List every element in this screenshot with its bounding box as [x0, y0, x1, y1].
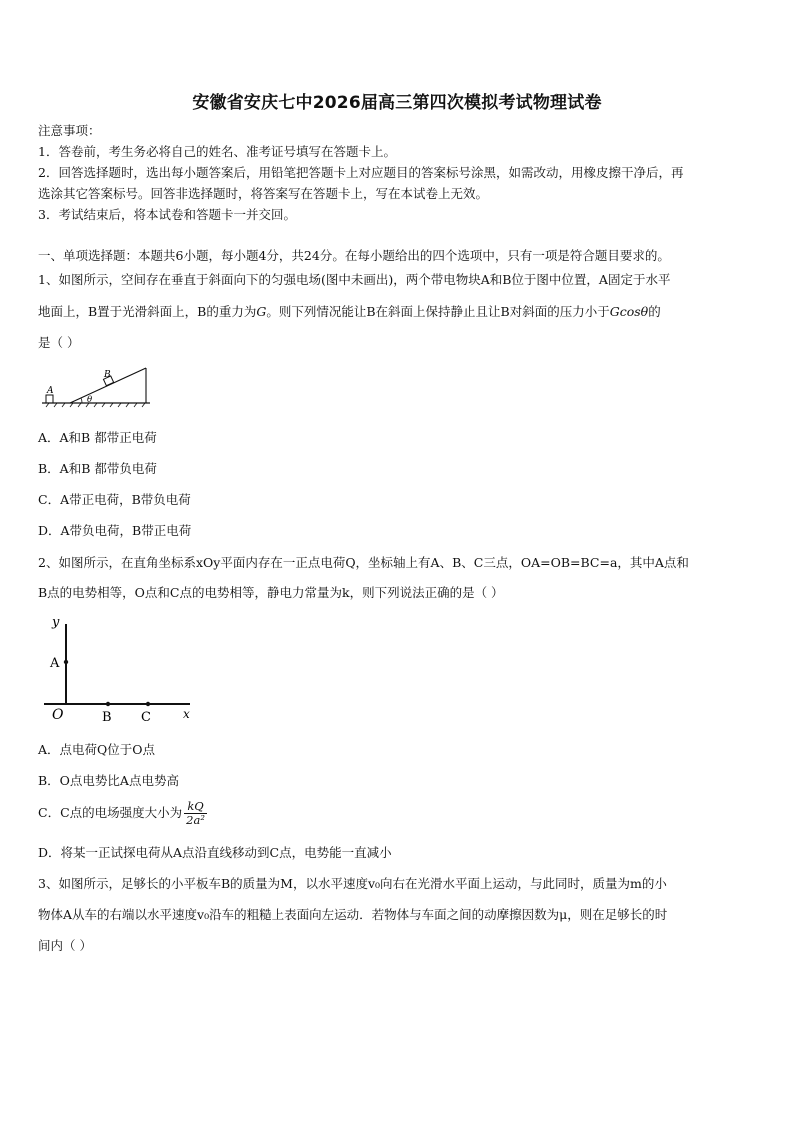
fraction-numerator: kQ [184, 800, 207, 814]
q2-option-b: B．O点电势比A点电势高 [38, 773, 179, 788]
q1-line-1: 1、如图所示，空间存在垂直于斜面向下的匀强电场(图中未画出)，两个带电物块A和B位于图中位置，A固定于水平 [38, 272, 671, 287]
q3-line-3: 间内（ ） [38, 938, 92, 953]
q2-line-2: B点的电势相等，O点和C点的电势相等，静电力常量为k，则下列说法正确的是（ ） [38, 585, 504, 600]
page-title: 安徽省安庆七中2026届高三第四次模拟考试物理试卷 [192, 93, 602, 113]
label-b: B [104, 370, 111, 380]
q1-option-b: B．A和B 都带负电荷 [38, 461, 157, 476]
label-c: C [141, 710, 151, 725]
q2-option-c-fraction [184, 800, 207, 827]
q1-line-2 [38, 302, 661, 320]
point-b [106, 702, 110, 706]
q1-line-3: 是（ ） [38, 335, 80, 350]
point-c [146, 702, 150, 706]
notice-item-1: 1．答卷前，考生务必将自己的姓名、准考证号填写在答题卡上。 [38, 144, 396, 159]
block-a [46, 395, 53, 403]
q1-symbol-gcos: Gcosθ [609, 304, 649, 319]
q2-line-1: 2、如图所示，在直角坐标系xOy平面内存在一正点电荷Q，坐标轴上有A、B、C三点，OA=OB=BC=a，其中A点和 [38, 555, 689, 570]
point-a [64, 660, 68, 664]
label-a: A [50, 656, 60, 671]
angle-arc [81, 398, 82, 403]
q1-text-b: 。则下列情况能让B在斜面上保持静止且让B对斜面的压力小于 [266, 304, 610, 319]
q3-line-2: 物体A从车的右端以水平速度v₀沿车的粗糙上表面向左运动．若物体与车面之间的动摩擦因数为μ，则在足够长的时 [38, 907, 668, 922]
ground-hatching [46, 403, 145, 407]
fraction-denominator: 2a² [186, 813, 205, 827]
q2-option-a: A．点电荷Q位于O点 [38, 742, 156, 757]
q2-option-c-text: C．C点的电场强度大小为 [38, 805, 183, 820]
q1-option-c: C．A带正电荷，B带负电荷 [38, 492, 191, 507]
q1-incline-figure [38, 364, 156, 410]
q2-coordinate-figure [40, 612, 196, 726]
q1-text-c: 的 [648, 304, 661, 319]
notice-item-3: 3．考试结束后，将本试卷和答题卡一并交回。 [38, 207, 296, 222]
label-x: x [183, 707, 190, 721]
q1-symbol-g: G [256, 304, 267, 319]
label-o: O [52, 707, 64, 723]
q1-option-d: D．A带负电荷，B带正电荷 [38, 523, 192, 538]
label-a: A [47, 386, 54, 396]
q3-line-1: 3、如图所示，足够长的小平板车B的质量为M，以水平速度v₀向右在光滑水平面上运动，与此同时，质量为m的小 [38, 876, 667, 891]
q1-text-a: 地面上，B置于光滑斜面上，B的重力为 [38, 304, 257, 319]
label-b: B [102, 710, 112, 725]
notice-item-2: 2．回答选择题时，选出每小题答案后，用铅笔把答题卡上对应题目的答案标号涂黑，如需改动，用橡皮擦干净后，再 [38, 165, 684, 180]
notice-item-2-cont: 选涂其它答案标号。回答非选择题时，将答案写在答题卡上，写在本试卷上无效。 [38, 186, 489, 201]
q2-option-d: D．将某一正试探电荷从A点沿直线移动到C点，电势能一直减小 [38, 845, 392, 860]
q2-option-c [38, 800, 207, 827]
q1-option-a: A．A和B 都带正电荷 [38, 430, 157, 445]
label-theta: θ [87, 395, 93, 405]
label-y: y [52, 615, 60, 630]
section-heading: 一、单项选择题：本题共6小题，每小题4分，共24分。在每小题给出的四个选项中，只有一项是符合题目要求的。 [38, 248, 670, 263]
notice-heading: 注意事项： [38, 123, 101, 138]
